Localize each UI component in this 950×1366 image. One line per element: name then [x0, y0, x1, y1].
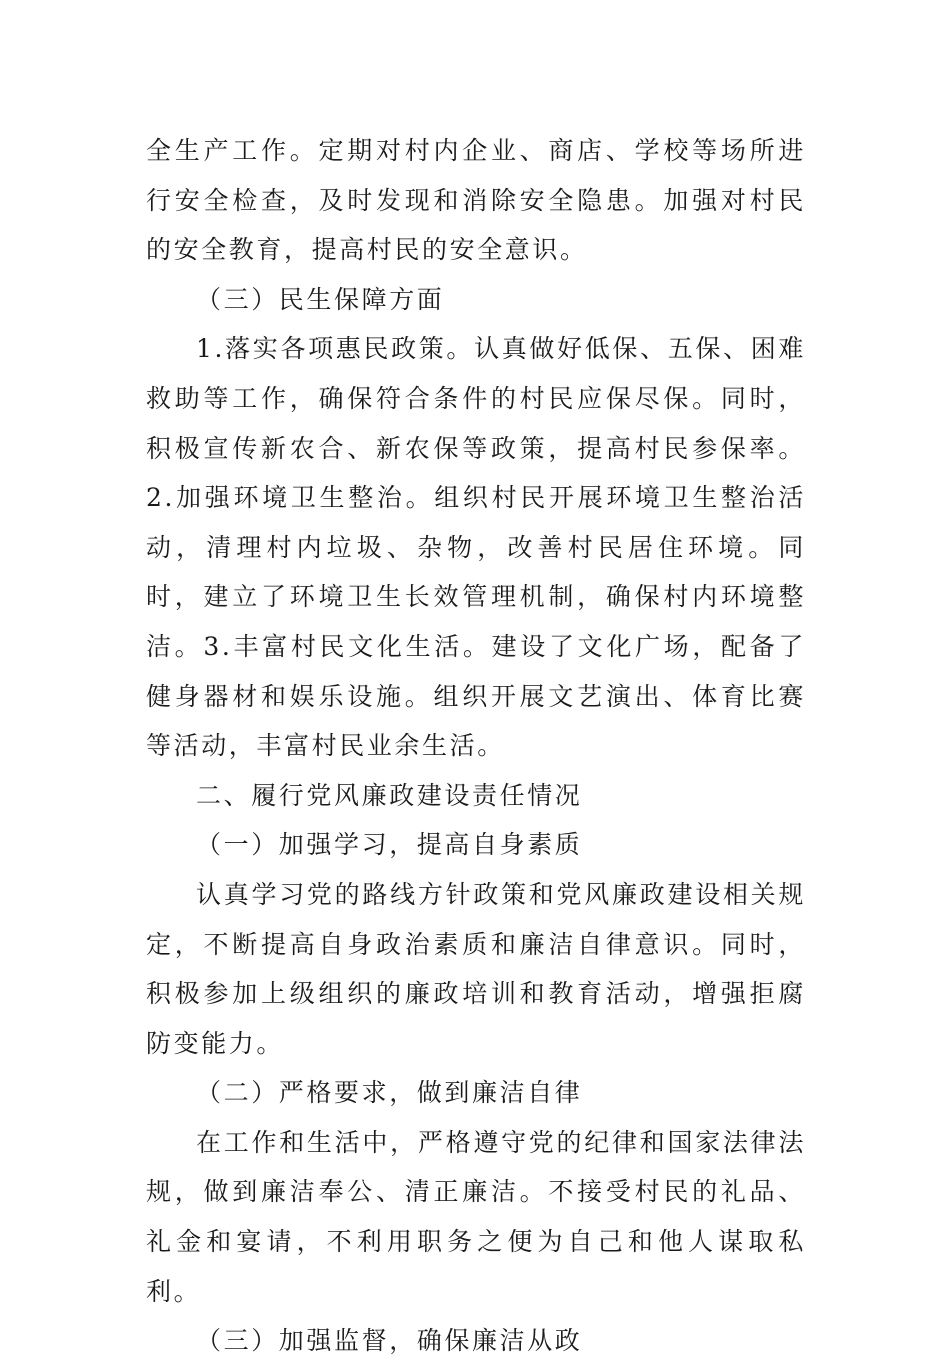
subheading-study: （一）加强学习，提高自身素质 — [196, 830, 583, 860]
subheading-self-discipline: （二）严格要求，做到廉洁自律 — [196, 1078, 583, 1108]
document-body — [146, 126, 806, 1366]
paragraph-self-discipline: 在工作和生活中，严格遵守党的纪律和国家法律法规，做到廉洁奉公、清正廉洁。不接受村民的礼品、礼金和宴请，不利用职务之便为自己和他人谋取私利。 — [146, 1127, 806, 1306]
paragraph-study: 认真学习党的路线方针政策和党风廉政建设相关规定，不断提高自身政治素质和廉洁自律意识。同时，积极参加上级组织的廉政培训和教育活动，增强拒腐防变能力。 — [146, 879, 806, 1058]
paragraph-safety-continuation: 全生产工作。定期对村内企业、商店、学校等场所进行安全检查，及时发现和消除安全隐患。加强对村民的安全教育，提高村民的安全意识。 — [146, 136, 806, 265]
subheading-supervision: （三）加强监督，确保廉洁从政 — [196, 1326, 583, 1356]
section-heading-integrity: 二、履行党风廉政建设责任情况 — [196, 780, 583, 810]
section-heading-livelihood: （三）民生保障方面 — [196, 284, 445, 314]
paragraph-livelihood: 1.落实各项惠民政策。认真做好低保、五保、困难救助等工作，确保符合条件的村民应保尽保。同时，积极宣传新农合、新农保等政策，提高村民参保率。2.加强环境卫生整治。组织村民开展环境卫生整治活动，清理村内垃圾、杂物，改善村民居住环境。同时，建立了环境卫生长效管理机制，确保村内环境整洁。3.丰富村民文化生活。建设了文化广场，配备了健身器材和娱乐设施。组织开展文艺演出、体育比赛等活动，丰富村民业余生活。 — [146, 334, 806, 761]
